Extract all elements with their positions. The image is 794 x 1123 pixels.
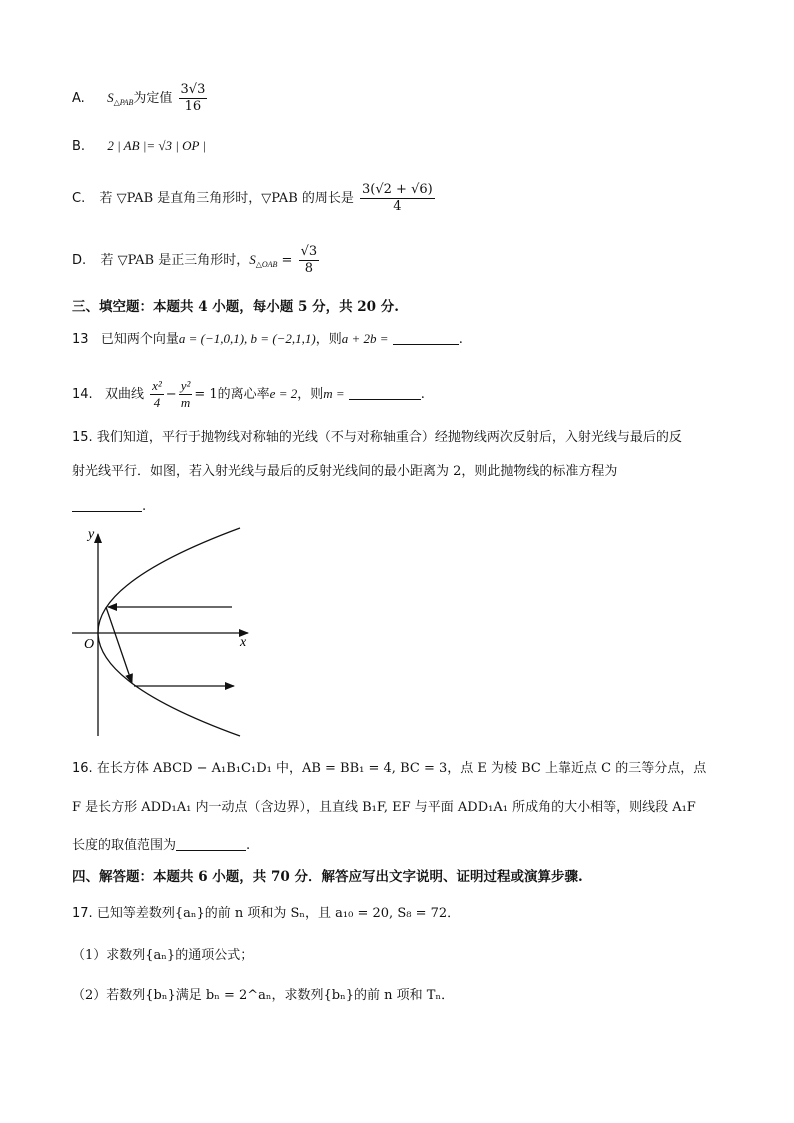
question-17-part-1: （1）求数列{aₙ}的通项公式； bbox=[72, 948, 254, 963]
section-3-heading: 三、填空题：本题共 4 小题，每小题 5 分，共 20 分. bbox=[72, 299, 399, 315]
q15-line-1: 我们知道，平行于抛物线对称轴的光线（不与对称轴重合）经抛物线两次反射后，入射光线与最后的反 bbox=[96, 430, 682, 445]
q14-fraction-x bbox=[150, 378, 164, 411]
q15-answer-blank[interactable] bbox=[72, 499, 142, 512]
option-c-numerator: 3(√2 + √6) bbox=[362, 182, 433, 197]
q14-eccentricity: e = 2 bbox=[269, 386, 298, 401]
x-axis-label: x bbox=[240, 635, 247, 650]
q14-end: . bbox=[420, 387, 425, 402]
origin-label: O bbox=[84, 637, 95, 652]
option-b-label: B. bbox=[72, 139, 86, 154]
question-16-line-1 bbox=[72, 759, 706, 779]
option-c-denominator: 4 bbox=[393, 199, 402, 214]
q14-fraction-x-den: 4 bbox=[153, 395, 161, 410]
q14-fraction-x-num: x² bbox=[152, 378, 162, 393]
option-c-text: 若 ▽PAB 是直角三角形时，▽PAB 的周长是 bbox=[99, 191, 354, 206]
question-15-line-2: 射光线平行．如图，若入射光线与最后的反射光线间的最小距离为 2，则此抛物线的标准方程为 bbox=[72, 464, 618, 479]
y-axis-label: y bbox=[88, 527, 95, 542]
option-d-text: 若 ▽PAB 是正三角形时， bbox=[100, 253, 250, 268]
option-a-text: 为定值 bbox=[133, 91, 173, 106]
question-15-line-3 bbox=[72, 497, 146, 517]
question-16-line-3 bbox=[72, 836, 250, 856]
q14-tail: = 1的离心率 bbox=[194, 387, 270, 402]
q14-minus: − bbox=[165, 387, 177, 402]
q14-fraction-y-num: y² bbox=[180, 378, 191, 393]
q16-answer-blank[interactable] bbox=[176, 838, 246, 851]
option-d bbox=[72, 244, 321, 277]
option-a bbox=[72, 82, 209, 115]
q13-number: 13 bbox=[72, 332, 89, 347]
option-b bbox=[72, 136, 206, 157]
option-d-numerator: √3 bbox=[300, 244, 318, 259]
option-a-fraction bbox=[179, 82, 208, 115]
parabola-figure bbox=[60, 522, 260, 742]
option-d-equals: = bbox=[281, 253, 293, 268]
question-15-line-1 bbox=[72, 428, 682, 448]
q16-end: . bbox=[246, 838, 251, 853]
question-17-stem bbox=[72, 904, 460, 924]
q14-answer-blank[interactable] bbox=[349, 387, 421, 400]
option-d-fraction bbox=[299, 244, 320, 277]
q15-end: . bbox=[142, 499, 147, 514]
q13-text: 已知两个向量 bbox=[100, 332, 179, 347]
q13-vectors: a = (−1,0,1), b = (−2,1,1) bbox=[178, 331, 316, 346]
q16-number: 16. bbox=[72, 761, 93, 776]
option-d-area-symbol: S bbox=[249, 252, 256, 267]
option-c-fraction bbox=[360, 182, 435, 215]
q17-number: 17. bbox=[72, 906, 93, 921]
option-c bbox=[72, 182, 437, 215]
q14-fraction-y bbox=[179, 378, 193, 411]
option-a-area-subscript: △PAB bbox=[113, 98, 134, 107]
question-14 bbox=[72, 378, 425, 411]
q14-number: 14. bbox=[72, 387, 93, 402]
q14-m: m = bbox=[323, 386, 345, 401]
q13-end: . bbox=[458, 332, 463, 347]
q14-fraction-y-den: m bbox=[180, 395, 191, 410]
option-a-denominator: 16 bbox=[184, 99, 202, 114]
q16-line-1: 在长方体 ABCD − A₁B₁C₁D₁ 中，AB = BB₁ = 4, BC = 3，点 E 为棱 BC 上靠近点 C 的三等分点，点 bbox=[96, 761, 707, 776]
parabola-curve bbox=[98, 528, 240, 736]
q13-answer-blank[interactable] bbox=[393, 332, 459, 345]
q16-line-3: 长度的取值范围为 bbox=[72, 838, 177, 853]
option-a-numerator: 3√3 bbox=[180, 82, 206, 97]
option-c-label: C. bbox=[72, 191, 86, 206]
option-d-label: D. bbox=[72, 253, 87, 268]
option-a-label: A. bbox=[72, 91, 85, 106]
q15-number: 15. bbox=[72, 430, 93, 445]
option-d-area-subscript: △OAB bbox=[255, 260, 278, 269]
question-16-line-2: F 是长方形 ADD₁A₁ 内一动点（含边界），且直线 B₁F, EF 与平面 ADD₁A₁ 所成角的大小相等，则线段 A₁F bbox=[72, 800, 696, 815]
q13-mid: ，则 bbox=[315, 332, 342, 347]
q14-mid: ，则 bbox=[297, 387, 324, 402]
option-d-denominator: 8 bbox=[304, 261, 314, 276]
q14-text: 双曲线 bbox=[104, 387, 144, 402]
section-4-heading: 四、解答题：本题共 6 小题，共 70 分．解答应写出文字说明、证明过程或演算步骤. bbox=[72, 869, 583, 885]
q13-expression: a + 2b = bbox=[341, 331, 389, 346]
option-b-expression: 2 | AB |= √3 | OP | bbox=[107, 138, 207, 153]
question-13 bbox=[72, 329, 463, 350]
q17-stem: 已知等差数列{aₙ}的前 n 项和为 Sₙ，且 a₁₀ = 20, S₈ = 72． bbox=[96, 906, 461, 921]
option-a-area-symbol: S bbox=[107, 90, 114, 105]
question-17-part-2: （2）若数列{bₙ}满足 bₙ = 2^aₙ，求数列{bₙ}的前 n 项和 Tₙ． bbox=[72, 988, 455, 1003]
